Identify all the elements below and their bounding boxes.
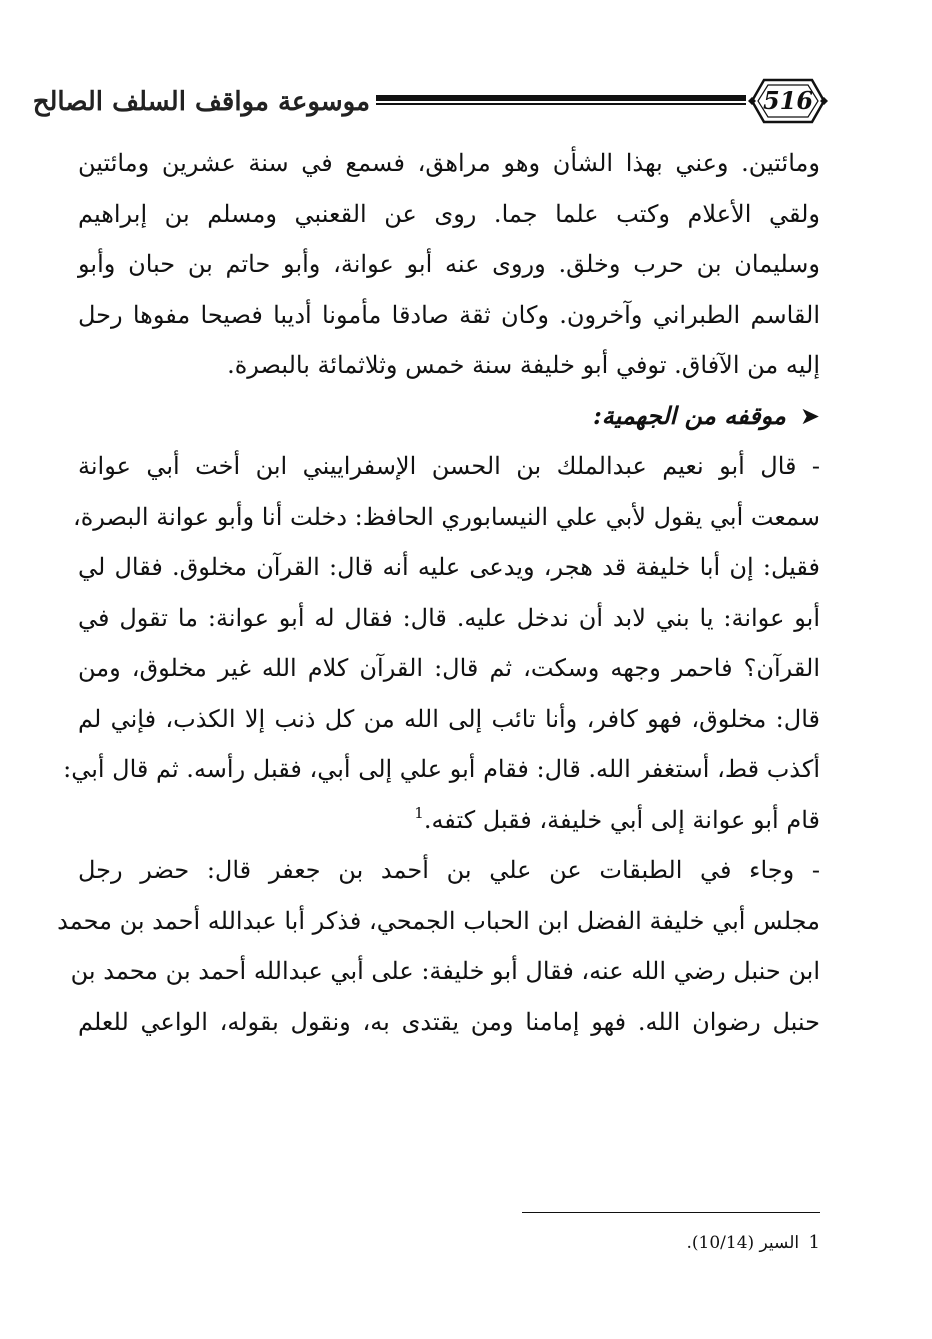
section-heading-text: موقفه من الجهمية: [592, 400, 786, 430]
body-line: أبو عوانة: يا بني لابد أن ندخل عليه. قال: فقال له أبو عوانة: ما تقول في [78, 603, 820, 632]
body-line-text: قام أبو عوانة إلى أبي خليفة، فقبل كتفه. [423, 805, 820, 834]
body-line: ومائتين. وعني بهذا الشأن وهو مراهق، فسمع في سنة عشرين ومائتين [78, 149, 820, 177]
arrow-bullet-icon: ➤ [799, 401, 820, 430]
footnote-separator [522, 1212, 820, 1213]
body-line: قال: مخلوق، فهو كافر، وأنا تائب إلى الله من كل ذنب إلا الكذب، فإني لم [78, 704, 820, 733]
body-line: إليه من الآفاق. توفي أبو خليفة سنة خمس وثلاثمائة بالبصرة. [227, 351, 820, 379]
body-line [78, 795, 820, 846]
body-line: القاسم الطبراني وآخرون. وكان ثقة صادقا مأمونا أديبا فصيحا مفوها رحل [78, 300, 820, 329]
header-rule [376, 95, 746, 106]
body-line: القرآن؟ فاحمر وجهه وسكت، ثم قال: القرآن كلام الله غير مخلوق، ومن [78, 654, 820, 682]
page-body [57, 138, 820, 1047]
page-number-badge [746, 72, 830, 130]
footnote-text: السير (10/14). [686, 1233, 800, 1253]
body-line: حنبل رضوان الله. فهو إمامنا ومن يقتدى به، ونقول بقوله، الواعي للعلم [78, 1007, 820, 1036]
page-number: 516 [762, 86, 814, 115]
section-heading [78, 391, 820, 442]
body-line: ابن حنبل رضي الله عنه، فقال أبو خليفة: على أبي عبدالله أحمد بن محمد بن [70, 957, 820, 985]
book-title: موسوعة مواقف السلف الصالح [32, 87, 370, 117]
body-line: ولقي الأعلام وكتب علما جما. روى عن القعنبي ومسلم بن إبراهيم [78, 199, 820, 228]
footnote [420, 1228, 820, 1258]
header-rule-thick [376, 95, 746, 101]
footnote-number: 1 [808, 1232, 820, 1253]
body-line: - وجاء في الطبقات عن علي بن أحمد بن جعفر قال: حضر رجل [78, 856, 820, 884]
footnote-reference[interactable]: 1 [414, 803, 424, 822]
body-line: وسليمان بن حرب وخلق. وروى عنه أبو عوانة، وأبو حاتم بن حبان وأبو [78, 250, 820, 278]
page-header [32, 72, 830, 132]
body-line: أكذب قط، أستغفر الله. قال: فقام أبو علي إلى أبي، فقبل رأسه. ثم قال أبي: [63, 755, 820, 783]
body-line: سمعت أبي يقول لأبي علي النيسابوري الحافظ: دخلت أنا وأبو عوانة البصرة، [72, 502, 820, 531]
body-line: - قال أبو نعيم عبدالملك بن الحسن الإسفراييني ابن أخت أبي عوانة [78, 452, 820, 480]
body-line: مجلس أبي خليفة الفضل ابن الحباب الجمحي، فذكر أبا عبدالله أحمد بن محمد [57, 906, 820, 935]
header-rule-thin [376, 103, 746, 105]
body-line: فقيل: إن أبا خليفة قد هجر، ويدعى عليه أنه قال: القرآن مخلوق. فقال لي [78, 553, 820, 581]
